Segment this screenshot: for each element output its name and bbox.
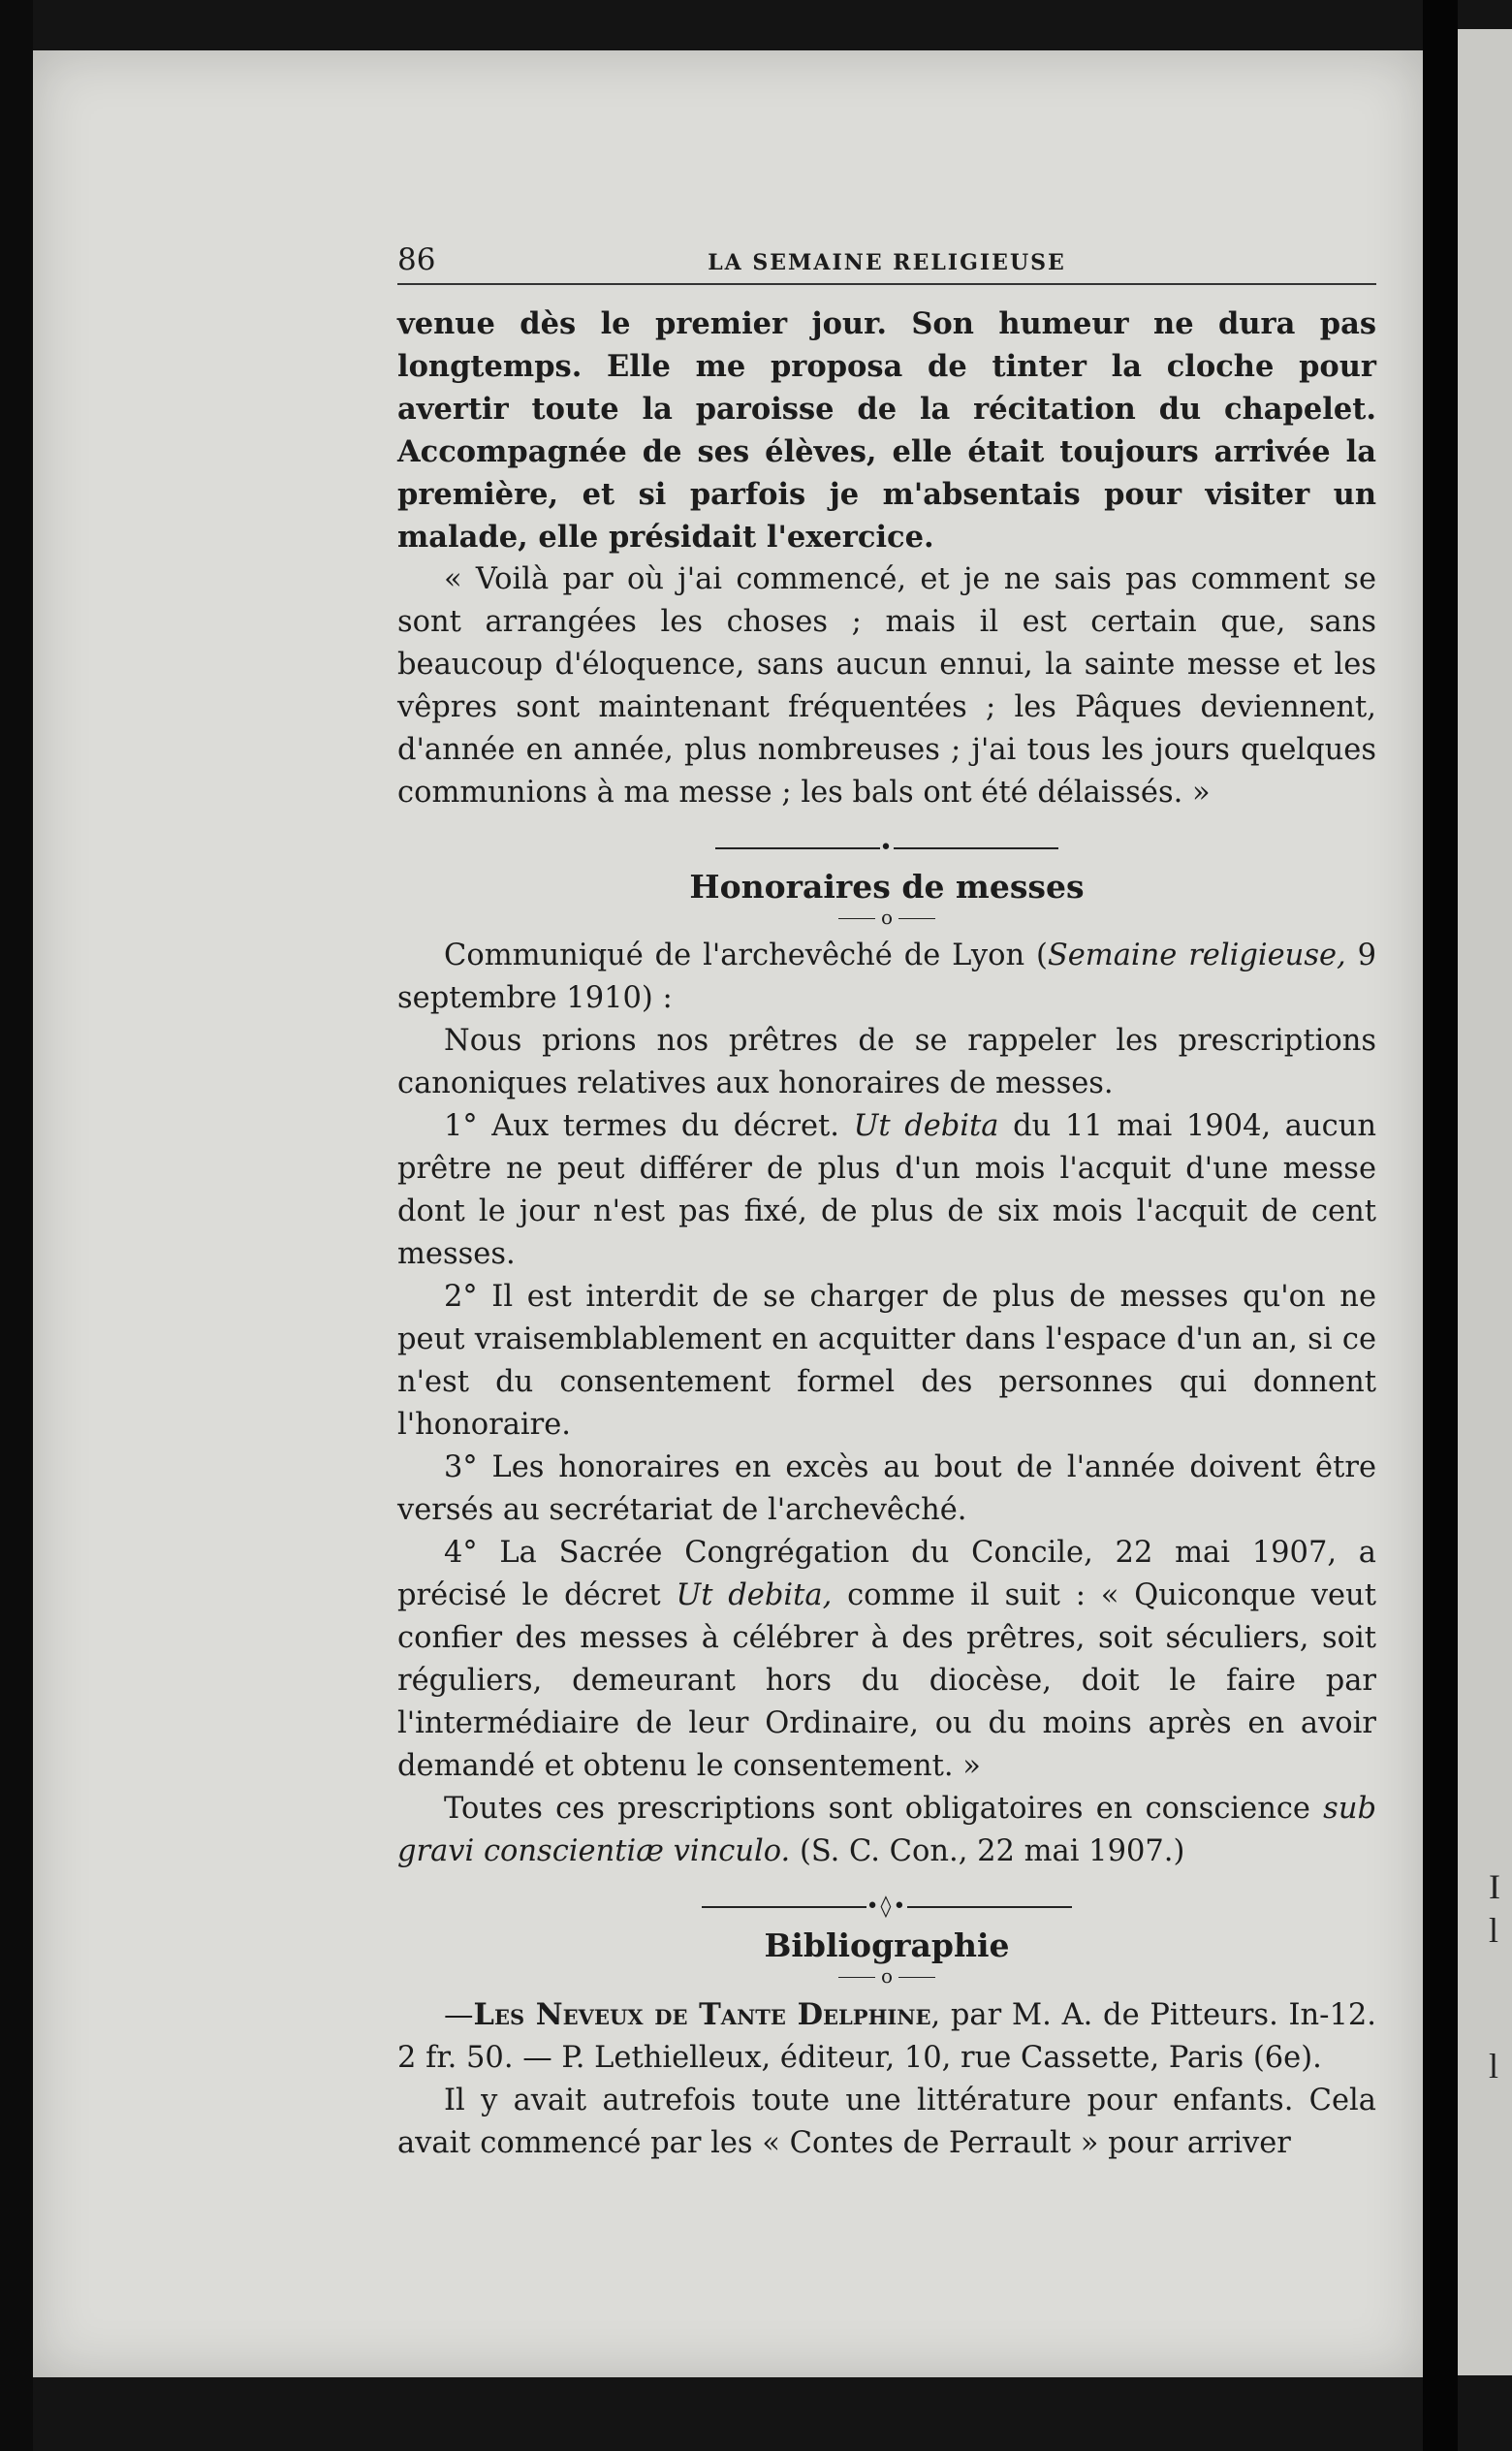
running-header bbox=[397, 242, 1376, 285]
honoraires-paragraph-6: 4° La Sacrée Congrégation du Concile, 22 mai 1907, a précisé le décret Ut debita, comme il suit : « Quiconque veut confier des messes à célébrer à des prêtres, soit séculiers, soit réguliers, demeurant hors du diocèse, doit le faire par l'intermédiaire de leur Ordinaire, ou du moins après en avoir demandé et obtenu le consentement. » bbox=[397, 1536, 1376, 1783]
honoraires-paragraph-7: Toutes ces prescriptions sont obligatoires en conscience sub gravi conscientiæ vinculo. (S. C. Con., 22 mai 1907.) bbox=[397, 1792, 1376, 1868]
running-title: LA SEMAINE RELIGIEUSE bbox=[708, 250, 1066, 275]
intro-paragraph-1: venue dès le premier jour. Son humeur ne dura pas longtemps. Elle me proposa de tinter la cloche pour avertir toute la paroisse de la récitation du chapelet. Accompagnée de ses élèves, elle était toujours arrivée la première, et si parfois je m'absentais pour visiter un malade, elle présidait l'exercice. bbox=[397, 306, 1376, 555]
scan-left-border bbox=[0, 0, 33, 2451]
section-title-bibliographie: Bibliographie bbox=[764, 1926, 1010, 1964]
title-ornament: o bbox=[397, 1966, 1376, 1986]
bibliographie-paragraph-2: Il y avait autrefois toute une littérature pour enfants. Cela avait commencé par les « Contes de Perrault » pour arriver bbox=[397, 2084, 1376, 2160]
adjacent-page-glyph: l bbox=[1489, 1911, 1499, 1950]
adjacent-page-edge bbox=[1458, 29, 1512, 2375]
section-divider: •◊• bbox=[397, 1893, 1376, 1922]
section-title-honoraires: Honoraires de messes bbox=[689, 868, 1085, 906]
honoraires-paragraph-5: 3° Les honoraires en excès au bout de l'année doivent être versés au secrétariat de l'archevêché. bbox=[397, 1450, 1376, 1527]
adjacent-page-glyph: I bbox=[1489, 1867, 1500, 1906]
honoraires-paragraph-4: 2° Il est interdit de se charger de plus de messes qu'on ne peut vraisemblablement en acquitter dans l'espace d'un an, si ce n'est du consentement formel des personnes qui donnent l'honoraire. bbox=[397, 1280, 1376, 1442]
adjacent-page-glyph: l bbox=[1489, 2047, 1499, 2085]
book-gutter bbox=[1423, 0, 1458, 2451]
title-ornament: o bbox=[397, 907, 1376, 927]
section-divider: • bbox=[397, 834, 1376, 863]
honoraires-paragraph-3: 1° Aux termes du décret. Ut debita du 11 mai 1904, aucun prêtre ne peut différer de plus d'un mois l'acquit d'une messe dont le jour n'est pas fixé, de plus de six mois l'acquit de cent messes. bbox=[397, 1109, 1377, 1271]
honoraires-paragraph-1: Communiqué de l'archevêché de Lyon (Semaine religieuse, 9 septembre 1910) : bbox=[397, 939, 1377, 1015]
page-number: 86 bbox=[397, 242, 436, 277]
intro-paragraph-2: « Voilà par où j'ai commencé, et je ne sais pas comment se sont arrangées les choses ; mais il est certain que, sans beaucoup d'éloquence, sans aucun ennui, la sainte messe et les vêpres sont maintenant fréquentées ; les Pâques deviennent, d'année en année, plus nombreuses ; j'ai tous les jours quelques communions à ma messe ; les bals ont été délaissés. » bbox=[397, 562, 1376, 810]
page-text-column bbox=[397, 242, 1376, 2165]
honoraires-paragraph-2: Nous prions nos prêtres de se rappeler les prescriptions canoniques relatives aux honoraires de messes. bbox=[397, 1024, 1376, 1100]
bibliographie-paragraph-1: —Les Neveux de Tante Delphine, par M. A. de Pitteurs. In-12. 2 fr. 50. — P. Lethielleux, éditeur, 10, rue Cassette, Paris (6e). bbox=[397, 1997, 1376, 2075]
